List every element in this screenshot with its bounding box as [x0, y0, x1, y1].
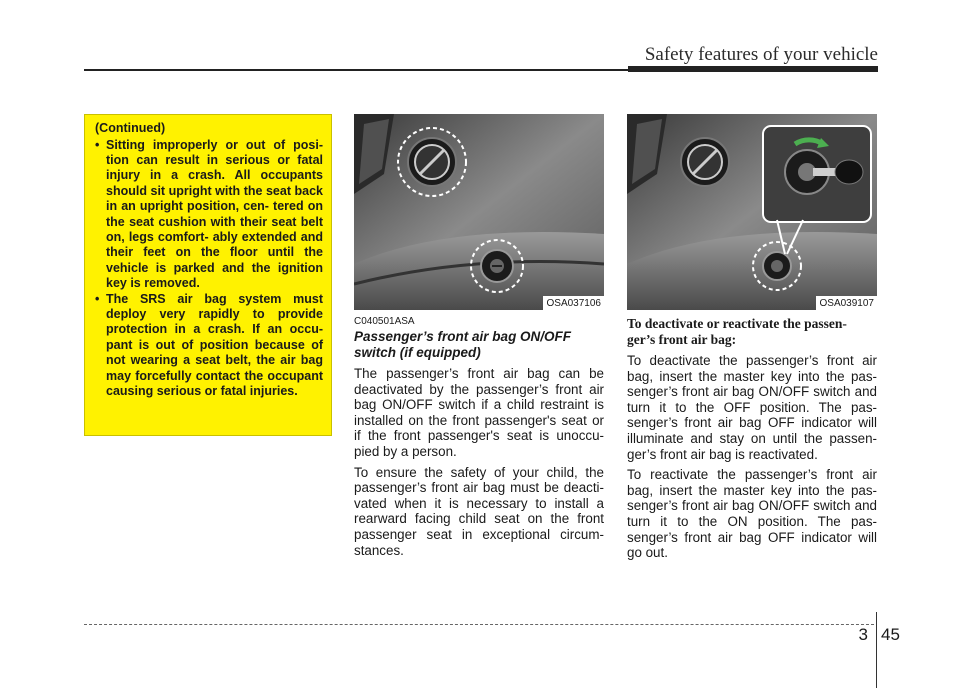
warning-box [84, 114, 332, 436]
page-number-divider [876, 612, 877, 688]
body-paragraph: The passenger’s front air bag can be deactivated by the passenger’s front air bag ON/OFF switch if a child restraint is installed on the front passenger's seat or if the front passenger's seat is unoccu- pied by a person. [354, 366, 604, 459]
figure-code: OSA037106 [543, 296, 605, 310]
section-code: C040501ASA [354, 316, 415, 327]
body-paragraph: To ensure the safety of your child, the passenger’s front air bag must be deacti- vated when it is necessary to install a rearward facing child seat on the front passenger seat in exceptional circum- stances. [354, 464, 604, 558]
page-number: 45 [881, 625, 900, 644]
middle-column [354, 316, 604, 563]
warning-bullet: • The SRS air bag system must deploy very rapidly to provide protection in a crash. If an occu- pant is out of position because of not wearing a seat belt, the air bag may forcefully contact the occupant causing serious or fatal injuries. [95, 292, 323, 400]
body-paragraph: To reactivate the passenger’s front air bag, insert the master key into the pas- senger’s front air bag ON/OFF switch and turn it to the ON position. The pas- senger’s front air bag OFF indicator will go out. [627, 467, 877, 561]
warning-bullet: • Sitting improperly or out of posi- tion can result in serious or fatal injury in a crash. All occupants should sit upright with the seat back in an upright position, cen- tered on the seat cushion with their seat belt on, legs comfort- ably extended and their feet on the floor until the vehicle is parked and the ignition key is removed. [95, 138, 323, 292]
right-column [627, 316, 877, 566]
figure-illustration [627, 114, 877, 310]
body-paragraph: To deactivate the passenger’s front air bag, insert the master key into the pas- senger’s front air bag ON/OFF switch and turn it to the OFF position. The pas- senger’s front air bag OFF indicator will illuminate and stay on until the passen- ger’s front air bag is reactivated. [627, 353, 877, 462]
figure-illustration [354, 114, 604, 310]
header-rule-accent [628, 66, 878, 72]
section-header-title: Safety features of your vehicle [644, 44, 878, 65]
figure-code: OSA039107 [816, 296, 878, 310]
figure-key-insertion [627, 114, 877, 310]
warning-heading: (Continued) [95, 121, 166, 135]
footer-rule [84, 624, 874, 625]
chapter-number: 3 [858, 625, 868, 644]
section-heading: Passenger’s front air bag ON/OFF switch (if equipped) [354, 329, 572, 360]
procedure-heading: To deactivate or reactivate the passen- ger’s front air bag: [627, 316, 847, 347]
warning-list [95, 138, 323, 400]
figure-airbag-switch [354, 114, 604, 310]
